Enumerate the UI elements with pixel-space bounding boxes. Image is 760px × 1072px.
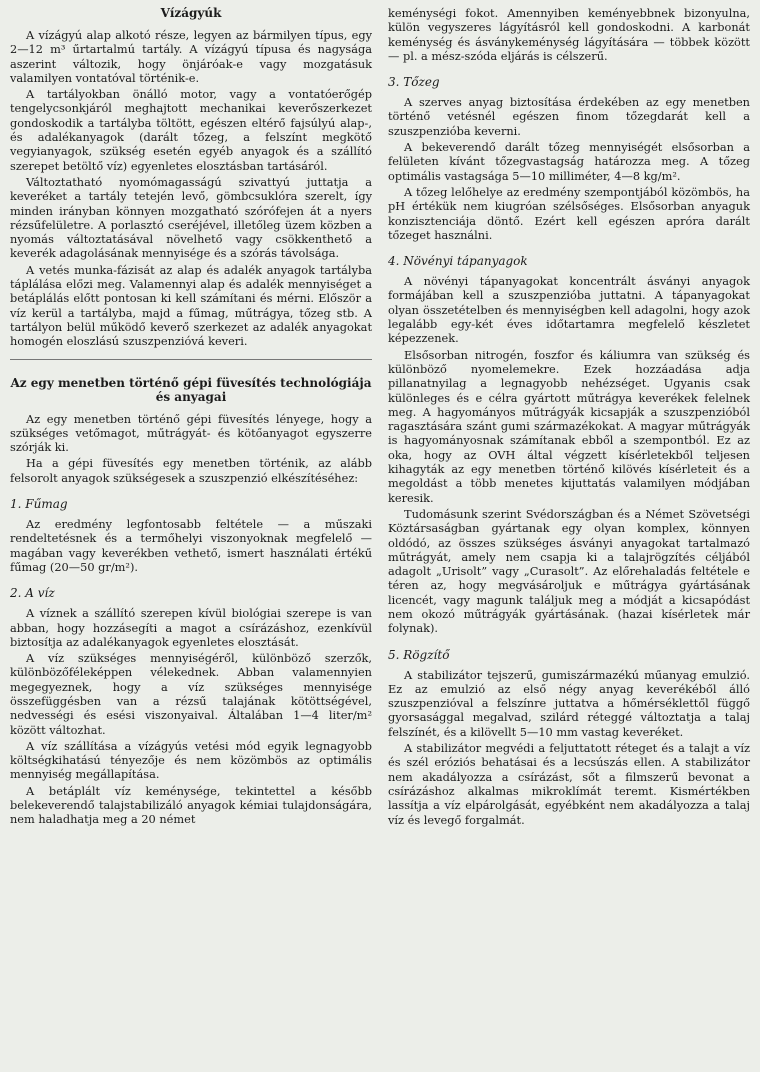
paragraph: A víz szállítása a vízágyús vetési mód egyik legnagyobb költségkihatású tényezője és nem közömbös az optimális mennyiség megállapítása. (10, 738, 372, 782)
paragraph: A vetés munka-fázisát az alap és adalék anyagok tartályba táplálása előzi meg. Valamennyi alap és adalék mennyiséget a betáplálás előtt pontosan ki kell számítani és mérni. Először a víz kerül a tartályba, majd a fűmag, műtrágya, tőzeg stb. A tartályon belül működő keverő szerkezet az adalék anyagokat homogén eloszlású szuszpenzióvá keveri. (10, 262, 372, 349)
paragraph: A stabilizátor megvédi a feljuttatott réteget és a talajt a víz és szél eróziós behatásai és a lecsúszás ellen. A stabilizátor nem akadályozza a csírázást, sőt a filmszerű bevonat a csírázáshoz alkalmas mikroklímát teremt. Kismértékben lassítja a víz elpárolgását, egyébként nem akadályozza a talaj víz és levegő forgalmát. (388, 741, 750, 827)
subheading-fumag: 1. Fűmag (10, 497, 68, 512)
subheading-tozeg: 3. Tőzeg (388, 75, 440, 90)
paragraph: A víz szükséges mennyiségéről, különböző szerzők, különbözőféleképpen vélekednek. Abban valamennyien megegyeznek, hogy a víz szükséges mennyisége összefüggésben van a rézsű talajának kötöttségével, nedvességi és esési viszonyaival. Általában 1—4 liter/m² között változhat. (10, 651, 372, 737)
paragraph: Ha a gépi füvesítés egy menetben történik, az alább felsorolt anyagok szükségesek a szuszpenzió elkészítéséhez: (10, 456, 372, 485)
subheading-rogzito: 5. Rögzítő (388, 647, 450, 662)
paragraph: A tartályokban önálló motor, vagy a vontatóerőgép tengelycsonkjáról meghajtott mechanikai keverőszerkezet gondoskodik a tartályba töltött, egészen eltérő fajsúlyú alap-, és adalékanyagok (darált tőzeg, a felszínt megkötő vegyianyagok, szükség esetén egyéb anyagok és a szállító szerepet betöltő víz) egyenletes elosztásban tartásáról. (10, 87, 372, 173)
paragraph: A tőzeg lelőhelye az eredmény szempontjából közömbös, ha pH értékük nem kiugróan szélsőséges. Elsősorban anyaguk konzisztenciája döntő. Ezért kell egészen apróra darált tőzeget használni. (388, 184, 750, 242)
paragraph: Változtatható nyomómagasságú szivattyú juttatja a keveréket a tartály tetején levő, gömbcsuklóra szerelt, így minden irányban könnyen mozgatható szórófejen át a nyers rézsűfelületre. A porlasztó cseréjével, illetőleg üzem közben a nyomás változtatásával növelhető vagy csökkenthető a keverék adagolásának mennyisége és a szórás távolsága. (10, 174, 372, 261)
right-column (388, 6, 750, 1072)
paragraph: A bekeverendő darált tőzeg mennyiségét elsősorban a felületen kívánt tőzegvastagság határozza meg. A tőzeg optimális vastagsága 5—10 milliméter, 4—8 kg/m². (388, 140, 750, 183)
paragraph-continued: keménységi fokot. Amennyiben keményebbnek bizonyulna, külön vegyszeres lágyításról kell gondoskodni. A karbonát keménység és ásványkeménység lágyítására — többek között — pl. a mész-szóda eljárás is célszerű. (388, 6, 750, 63)
paragraph: A víznek a szállító szerepen kívül biológiai szerepe is van abban, hogy hozzásegíti a magot a csírázáshoz, ezenkívül biztosítja az adalékanyagok egyenletes elosztását. (10, 606, 372, 649)
paragraph: Az eredmény legfontosabb feltétele — a műszaki rendeltetésnek és a termőhelyi viszonyoknak megfelelő — magában vagy keverékben vethető, ismert használati értékű fűmag (20—50 gr/m²). (10, 517, 372, 574)
paragraph: A stabilizátor tejszerű, gumiszármazékú műanyag emulzió. Ez az emulzió az első négy anyag keverékéből álló szuszpenzióval a felszínre juttatva a hőmérséklettől függő gyorsasággal megalvad, szilárd réteggé változtatja a talaj felszínét, és a kilövellt 5—10 mm vastag keveréket. (388, 667, 750, 739)
paragraph: Az egy menetben történő gépi füvesítés lényege, hogy a szükséges vetőmagot, műtrágyát- és kötőanyagot egyszerre szórják ki. (10, 411, 372, 455)
paragraph: Tudomásunk szerint Svédországban és a Német Szövetségi Köztársaságban gyártanak egy olyan komplex, könnyen oldódó, az összes szükséges ásványi anyagokat tartalmazó műtrágyát, amely nem csapja ki a talajrögzítés céljából adagolt „Urisolt” vagy „Curasolt”. Az előrehaladás feltétele e téren az, hogy megvásároljuk e műtrágya gyártásának licencét, vagy magunk találjuk meg a módját a kicsapódást nem okozó műtrágyák gyártásának. (hazai kísérletek már folynak). (388, 506, 750, 636)
section-divider (10, 359, 372, 360)
section-title-vizagyuk: Vízágyúk (160, 6, 222, 20)
paragraph: Elsősorban nitrogén, foszfor és káliumra van szükség és különböző nyomelemekre. Ezek hozzáadása adja pillanatnyilag a legnagyobb nehézséget. Ugyanis csak különleges és e célra gyártott műtrágya keverékek felelnek meg. A hagyományos műtrágyák kicsapják a szuszpenzióból ragasztására szánt gumi származékokat. A magyar műtrágyák is hagyományosnak számítanak ebből a szempontból. Ez az oka, hogy az OVH által végzett kísérletekből teljesen kihagyták az egy menetben történő kilövés kísérleteit és a megoldást a több menetes kijuttatás valamilyen módjában keresik. (388, 347, 750, 505)
section-title-technologia: Az egy menetben történő gépi füvesítés technológiája és anyagai (10, 375, 372, 404)
subheading-tapanyagok: 4. Növényi tápanyagok (388, 254, 528, 269)
paragraph: A vízágyú alap alkotó része, legyen az bármilyen típus, egy 2—12 m³ űrtartalmú tartály. A vízágyú típusa és nagysága aszerint változik, hogy önjáróak-e vagy mozgatásuk valamilyen vontatóval történik-e. (10, 28, 372, 85)
subheading-viz: 2. A víz (10, 586, 55, 601)
paragraph: A betáplált víz keménysége, tekintettel a később belekeverendő talajstabilizáló anyagok kémiai tulajdonságára, nem haladhatja meg a 20 német (10, 783, 372, 827)
paragraph: A szerves anyag biztosítása érdekében az egy menetben történő vetésnél egészen finom tőzegdarát kell a szuszpenzióba keverni. (388, 95, 750, 138)
left-column (10, 6, 372, 1072)
paragraph: A növényi tápanyagokat koncentrált ásványi anyagok formájában kell a szuszpenzióba juttatni. A tápanyagokat olyan összetételben és mennyiségben kell adagolni, hogy azok legalább egy-két éves időtartamra megfelelő készletet képezzenek. (388, 274, 750, 346)
